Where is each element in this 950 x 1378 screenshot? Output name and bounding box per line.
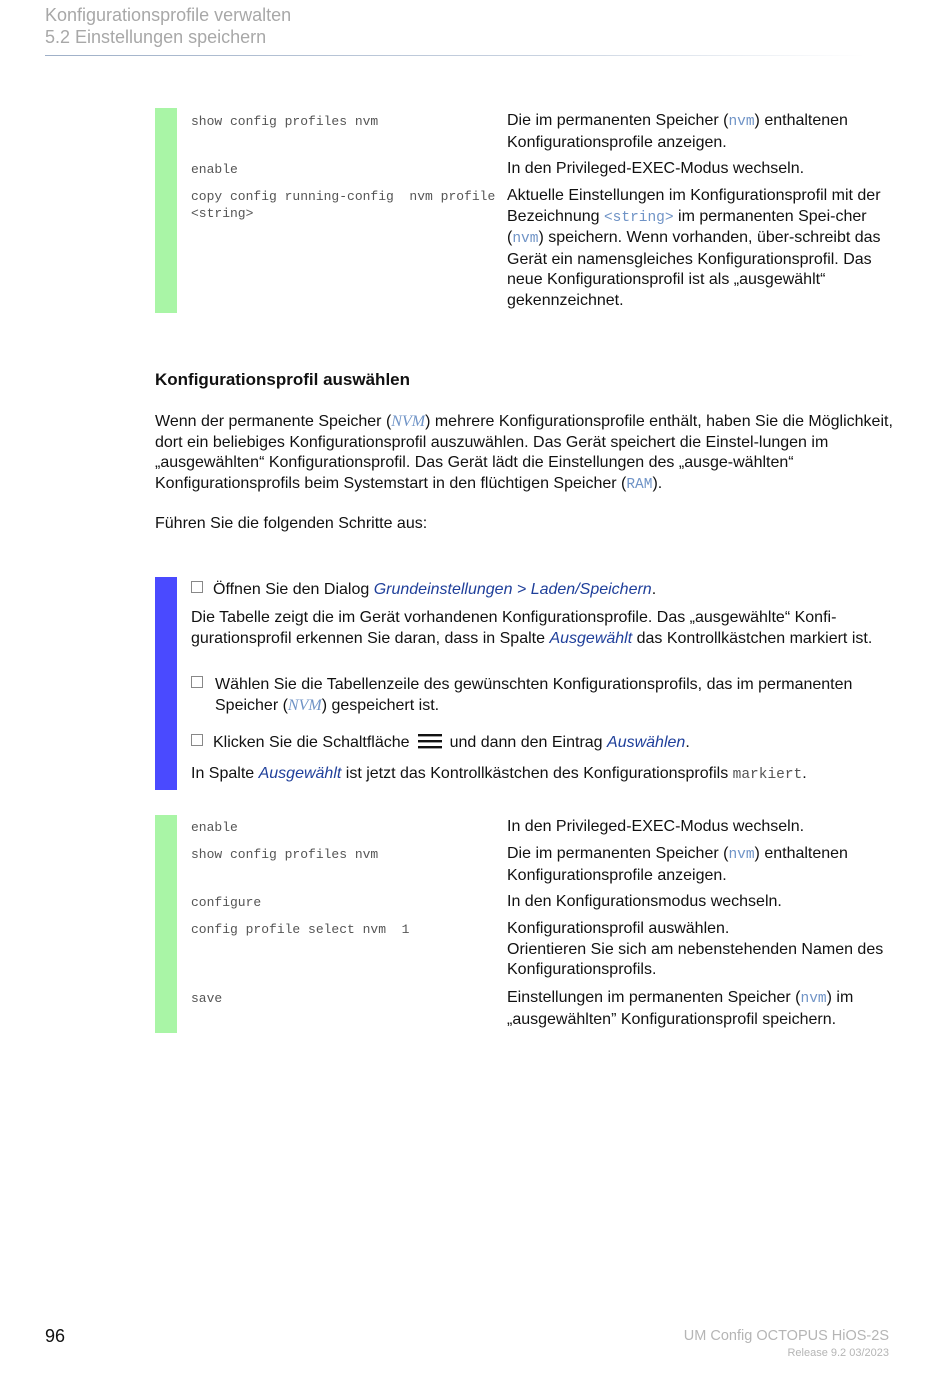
command-description: Einstellungen im permanenten Speicher (nvm) im „ausgewählten” Konfigurationsprofil speichern.	[507, 989, 854, 1028]
command-block-select	[155, 815, 895, 1033]
command-description: In den Privileged-EXEC-Modus wechseln.	[507, 818, 805, 835]
step-item: Wählen Sie die Tabellenzeile des gewünschten Konfigurationsprofils, das im permanenten Speicher (NVM) gespeichert ist.	[191, 675, 891, 716]
checkbox-icon	[191, 676, 203, 688]
command-description: Konfigurationsprofil auswählen. Orientieren Sie sich am nebenstehenden Namen des Konfigurationsprofils.	[507, 920, 884, 978]
step-item: Klicken Sie die Schaltfläche und dann den Eintrag Auswählen.	[191, 733, 891, 754]
command-block-bar	[155, 815, 177, 1033]
command-description: Die im permanenten Speicher (nvm) enthaltenen Konfigurationsprofile anzeigen.	[507, 845, 848, 884]
command-text: configure	[191, 895, 262, 910]
command-text: enable	[191, 162, 238, 177]
running-header	[45, 4, 291, 48]
section-heading: Konfigurationsprofil auswählen	[155, 370, 411, 389]
dialog-link[interactable]: Grundeinstellungen > Laden/Speichern	[373, 581, 652, 598]
command-block-bar	[155, 108, 177, 313]
command-description: In den Privileged-EXEC-Modus wechseln.	[507, 160, 805, 177]
command-description: In den Konfigurationsmodus wechseln.	[507, 893, 782, 910]
command-text: show config profiles nvm	[191, 114, 379, 129]
header-divider	[45, 55, 865, 56]
steps-block	[155, 577, 895, 790]
step-result-text: Die Tabelle zeigt die im Gerät vorhandenen Konfigurationsprofile. Das „ausgewählte“ Konfi-gurationsprofil erkennen Sie daran, dass in Spalte Ausgewählt das Kontrollkästchen markiert ist.	[191, 609, 873, 647]
command-text: enable	[191, 820, 238, 835]
header-section: 5.2 Einstellungen speichern	[45, 27, 267, 47]
document-title: UM Config OCTOPUS HiOS-2S	[683, 1328, 889, 1344]
checkbox-icon	[191, 734, 203, 746]
select-entry-link[interactable]: Auswählen	[607, 734, 686, 751]
checkbox-icon	[191, 581, 203, 593]
command-text: save	[191, 991, 223, 1006]
header-chapter: Konfigurationsprofile verwalten	[45, 5, 292, 25]
command-text: show config profiles nvm	[191, 847, 379, 862]
step-item: Öffnen Sie den Dialog Grundeinstellungen > Laden/Speichern.	[191, 580, 891, 601]
command-text: config profile select nvm 1	[191, 922, 410, 937]
command-block-save	[155, 108, 895, 313]
command-description: Aktuelle Einstellungen im Konfigurationsprofil mit der Bezeichnung <string> im permanenten Spei-cher (nvm) speichern. Wenn vorhanden, über-schreibt das Gerät ein namensgleiches Konfigurationsprofil. Das neue Konfigurationsprofil ist als „ausgewählt“ gekennzeichnet.	[507, 187, 881, 309]
instruction-paragraph: Führen Sie die folgenden Schritte aus:	[155, 515, 428, 532]
command-description: Die im permanenten Speicher (nvm) enthaltenen Konfigurationsprofile anzeigen.	[507, 112, 848, 151]
steps-block-bar	[155, 577, 177, 790]
command-text: copy config running-config nvm profile <string>	[191, 189, 496, 221]
step-result-text: In Spalte Ausgewählt ist jetzt das Kontrollkästchen des Konfigurationsprofils markiert.	[191, 765, 807, 783]
page-number: 96	[45, 1326, 66, 1346]
menu-icon[interactable]	[418, 733, 442, 749]
intro-paragraph: Wenn der permanente Speicher (NVM) mehrere Konfigurationsprofile enthält, haben Sie die Möglichkeit, dort ein beliebiges Konfigurationsprofil auszuwählen. Das Gerät speichert die Einstel-lungen im „ausgewählten“ Konfigurationsprofil. Das Gerät lädt die Einstellungen des „ausge-wählten“ Konfigurationsprofils beim Systemstart in den flüchtigen Speicher (RAM).	[155, 413, 893, 493]
release-info: Release 9.2 03/2023	[787, 1347, 889, 1359]
